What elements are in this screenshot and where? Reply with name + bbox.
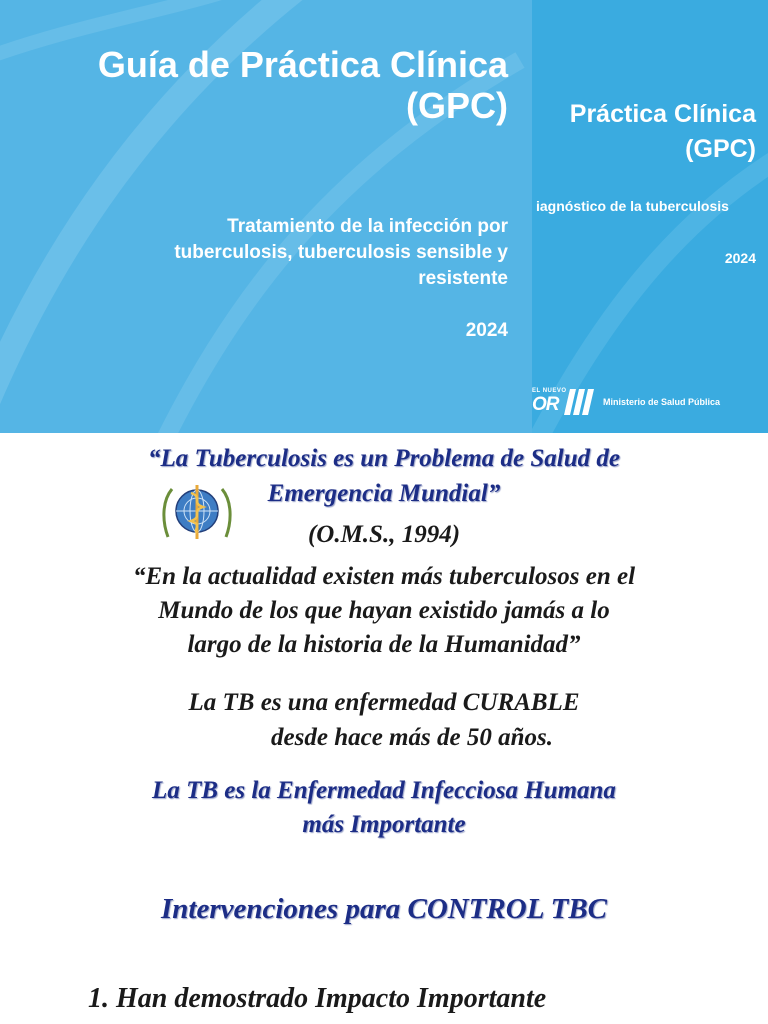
ministry-label: Ministerio de Salud Pública bbox=[603, 397, 721, 407]
cover-panel-secondary bbox=[532, 0, 768, 433]
cover-subtitle: Tratamiento de la infección por tuberculosis, tuberculosis sensible y resistente bbox=[174, 216, 508, 289]
quote-slide bbox=[0, 433, 768, 1024]
logo-tag: EL NUEVO bbox=[532, 388, 567, 394]
list-item: 1. Han demostrado Impacto Importante bbox=[88, 983, 547, 1014]
cover-secondary-year: 2024 bbox=[724, 250, 756, 266]
quote-line: “La Tuberculosis es un Problema de Salud de bbox=[147, 445, 620, 472]
cover-panel bbox=[0, 0, 532, 433]
important-statement: La TB es la Enfermedad Infecciosa Humana bbox=[152, 777, 616, 804]
quote-line: largo de la historia de la Humanidad” bbox=[187, 631, 581, 658]
quote-line: Mundo de los que hayan existido jamás a lo bbox=[158, 597, 610, 624]
quote-attribution: (O.M.S., 1994) bbox=[307, 521, 461, 548]
cover-secondary-subtitle: iagnóstico de la tuberculosis bbox=[536, 198, 729, 214]
cover-secondary-title: Práctica Clínica (GPC) bbox=[569, 100, 756, 163]
curable-statement: La TB es una enfermedad CURABLE bbox=[188, 689, 580, 716]
interventions-heading: Intervenciones para CONTROL TBC bbox=[160, 893, 608, 925]
logo-stripes-icon bbox=[532, 385, 598, 419]
cover-decoration-icon bbox=[532, 0, 768, 433]
important-statement: más Importante bbox=[302, 811, 466, 838]
cover-title: Guía de Práctica Clínica (GPC) bbox=[97, 44, 508, 126]
quote-line: “En la actualidad existen más tuberculosos en el bbox=[132, 563, 636, 590]
quote-line: Emergencia Mundial” bbox=[267, 480, 501, 507]
cover-year: 2024 bbox=[465, 320, 508, 341]
curable-statement: desde hace más de 50 años. bbox=[271, 724, 553, 751]
government-logo: OR bbox=[532, 394, 559, 415]
